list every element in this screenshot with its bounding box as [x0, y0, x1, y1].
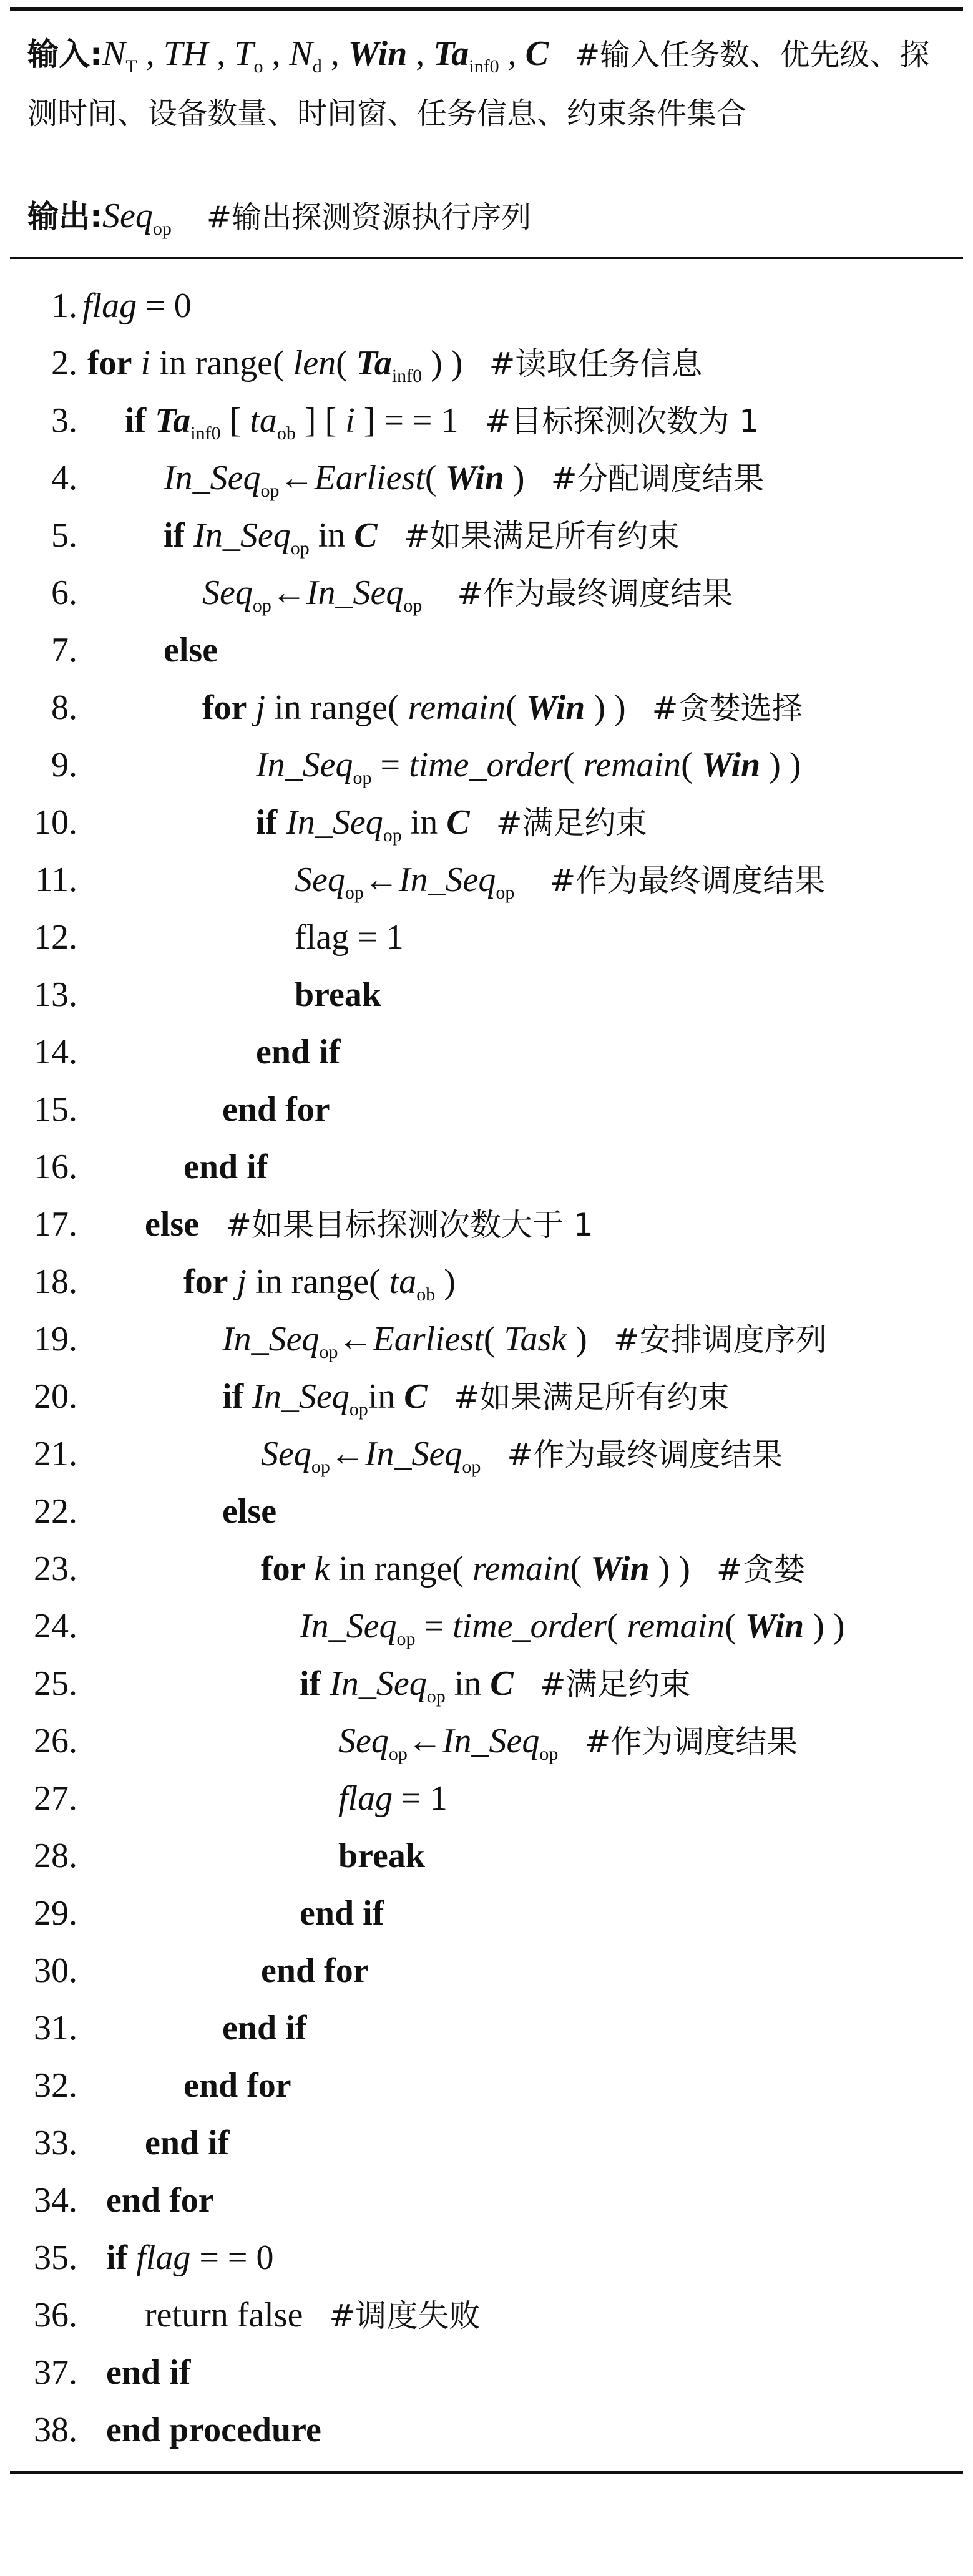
- output-label: 输出:: [27, 198, 102, 235]
- line-24: 24. In_Seq$_{op}$ = time_order( remain( Win ) ): [0, 1598, 973, 1655]
- line-18: 18. for j in range( $ta_{ob}$ ): [0, 1253, 973, 1310]
- comment: #如果满足所有约束: [453, 1379, 730, 1415]
- comment: #读取任务信息: [489, 346, 703, 382]
- line-25: 25. if In_Seq$_{op}$ in C #满足约束: [0, 1655, 973, 1712]
- line-4: 4. In_Seq$_{op}$←Earliest( Win ) #分配调度结果: [0, 449, 973, 507]
- line-number: 20.: [34, 1377, 77, 1416]
- input-comment: #输入任务数、优先级、探测时间、设备数量、时间窗、任务信息、约束条件集合: [27, 37, 930, 131]
- comment: #安排调度序列: [613, 1322, 827, 1358]
- line-number: 26.: [34, 1722, 77, 1760]
- line-28: 28. break: [0, 1827, 973, 1885]
- output-comment: #输出探测资源执行序列: [206, 200, 532, 235]
- line-number: 25.: [34, 1664, 77, 1703]
- line-number: 38.: [34, 2411, 77, 2449]
- line-5: 5. if In_Seq$_{op}$ in C #如果满足所有约束: [0, 507, 973, 564]
- line-number: 37.: [34, 2353, 77, 2392]
- line-17: 17. else #如果目标探测次数大于 1: [0, 1196, 973, 1253]
- line-number: 16.: [34, 1148, 77, 1186]
- line-2: 2. for i in range( len( $Ta_{inf0}$ ) ) #读取任务信息: [0, 334, 973, 392]
- line-3: 3. if $Ta_{inf0}$ [ $ta_{ob}$ ] [ i ] = = 1 #目标探测次数为 1: [0, 392, 973, 449]
- comment: #满足约束: [496, 805, 647, 841]
- line-number: 11.: [35, 861, 77, 899]
- line-number: 1.: [51, 286, 77, 325]
- line-number: 19.: [34, 1320, 77, 1359]
- line-22: 22. else: [0, 1483, 973, 1540]
- line-20: 20. if In_Seq$_{op}$in C #如果满足所有约束: [0, 1368, 973, 1425]
- line-number: 24.: [34, 1607, 77, 1646]
- line-37: 37. end if: [0, 2344, 973, 2401]
- line-23: 23. for k in range( remain( Win ) ) #贪婪: [0, 1540, 973, 1598]
- line-number: 27.: [34, 1779, 77, 1818]
- line-number: 6.: [51, 573, 77, 612]
- line-number: 10.: [34, 803, 77, 842]
- comment: #作为最终调度结果: [457, 575, 733, 612]
- line-number: 33.: [34, 2124, 77, 2162]
- line-12: 12. flag = 1: [0, 909, 973, 966]
- line-26: 26. Seq$_{op}$←In_Seq$_{op}$ #作为调度结果: [0, 1712, 973, 1770]
- line-number: 34.: [34, 2181, 77, 2220]
- comment: #贪婪: [716, 1551, 805, 1588]
- line-34: 34. end for: [0, 2172, 973, 2229]
- line-number: 30.: [34, 1951, 77, 1990]
- line-36: 36. return false #调度失败: [0, 2286, 973, 2344]
- line-29: 29. end if: [0, 1885, 973, 1942]
- line-35: 35. if flag = = 0: [0, 2229, 973, 2286]
- line-number: 8.: [51, 688, 77, 727]
- line-number: 5.: [51, 516, 77, 555]
- line-number: 2.: [51, 344, 77, 383]
- line-11: 11. Seq$_{op}$←In_Seq$_{op}$ #作为最终调度结果: [0, 851, 973, 909]
- line-10: 10. if In_Seq$_{op}$ in C #满足约束: [0, 794, 973, 851]
- line-14: 14. end if: [0, 1023, 973, 1081]
- comment: #调度失败: [329, 2298, 481, 2334]
- line-30: 30. end for: [0, 1942, 973, 1999]
- line-9: 9. In_Seq$_{op}$ = time_order( remain( Win ) ): [0, 736, 973, 794]
- line-19: 19. In_Seq$_{op}$←Earliest( Task ) #安排调度序列: [0, 1310, 973, 1368]
- line-number: 23.: [34, 1549, 77, 1588]
- line-number: 31.: [34, 2009, 77, 2047]
- line-number: 15.: [34, 1090, 77, 1129]
- line-31: 31. end if: [0, 1999, 973, 2057]
- line-number: 9.: [51, 746, 77, 784]
- line-number: 29.: [34, 1894, 77, 1933]
- line-number: 28.: [34, 1837, 77, 1875]
- line-number: 14.: [34, 1033, 77, 1071]
- line-number: 7.: [51, 631, 77, 670]
- input-label: 输入:: [27, 36, 102, 72]
- comment: #作为最终调度结果: [549, 862, 826, 899]
- output-block: 输出:Seq$_{op}$ #输出探测资源执行序列: [27, 197, 532, 239]
- comment: #满足约束: [539, 1666, 691, 1702]
- line-16: 16. end if: [0, 1138, 973, 1196]
- line-number: 3.: [51, 401, 77, 440]
- comment: #如果目标探测次数大于 1: [225, 1207, 594, 1243]
- line-number: 12.: [34, 918, 77, 957]
- comment: #分配调度结果: [550, 461, 765, 497]
- line-number: 22.: [34, 1492, 77, 1531]
- line-32: 32. end for: [0, 2057, 973, 2114]
- line-number: 4.: [51, 459, 77, 497]
- line-7: 7. else: [0, 622, 973, 679]
- comment: #贪婪选择: [652, 690, 803, 726]
- line-33: 33. end if: [0, 2114, 973, 2172]
- line-number: 32.: [34, 2066, 77, 2105]
- line-13: 13. break: [0, 966, 973, 1023]
- line-number: 17.: [34, 1205, 77, 1244]
- header-rule: [10, 257, 963, 259]
- line-number: 13.: [34, 975, 77, 1014]
- line-number: 35.: [34, 2238, 77, 2277]
- line-number: 21.: [34, 1435, 77, 1473]
- line-8: 8. for j in range( remain( Win ) ) #贪婪选择: [0, 679, 973, 736]
- line-number: 18.: [34, 1262, 77, 1301]
- comment: #作为最终调度结果: [507, 1437, 783, 1473]
- line-1: 1. flag = 0: [0, 277, 973, 334]
- line-38: 38. end procedure: [0, 2401, 973, 2459]
- bottom-rule: [10, 2471, 963, 2474]
- comment: #如果满足所有约束: [403, 518, 680, 554]
- line-21: 21. Seq$_{op}$←In_Seq$_{op}$ #作为最终调度结果: [0, 1425, 973, 1483]
- line-number: 36.: [34, 2296, 77, 2334]
- top-rule: [10, 7, 963, 11]
- input-block: 输入$:N_T$ , TH , $T_o$ , $N_d$ , Win , $Ta_{inf0}$ , C #输入任务数、优先级、探测时间、设备数量、时间窗、任务信息、约束条件集合: [27, 34, 930, 131]
- comment: #作为调度结果: [584, 1724, 798, 1760]
- line-27: 27. flag = 1: [0, 1770, 973, 1827]
- line-6: 6. Seq$_{op}$←In_Seq$_{op}$ #作为最终调度结果: [0, 564, 973, 622]
- line-15: 15. end for: [0, 1081, 973, 1138]
- comment: #目标探测次数为 1: [484, 403, 760, 439]
